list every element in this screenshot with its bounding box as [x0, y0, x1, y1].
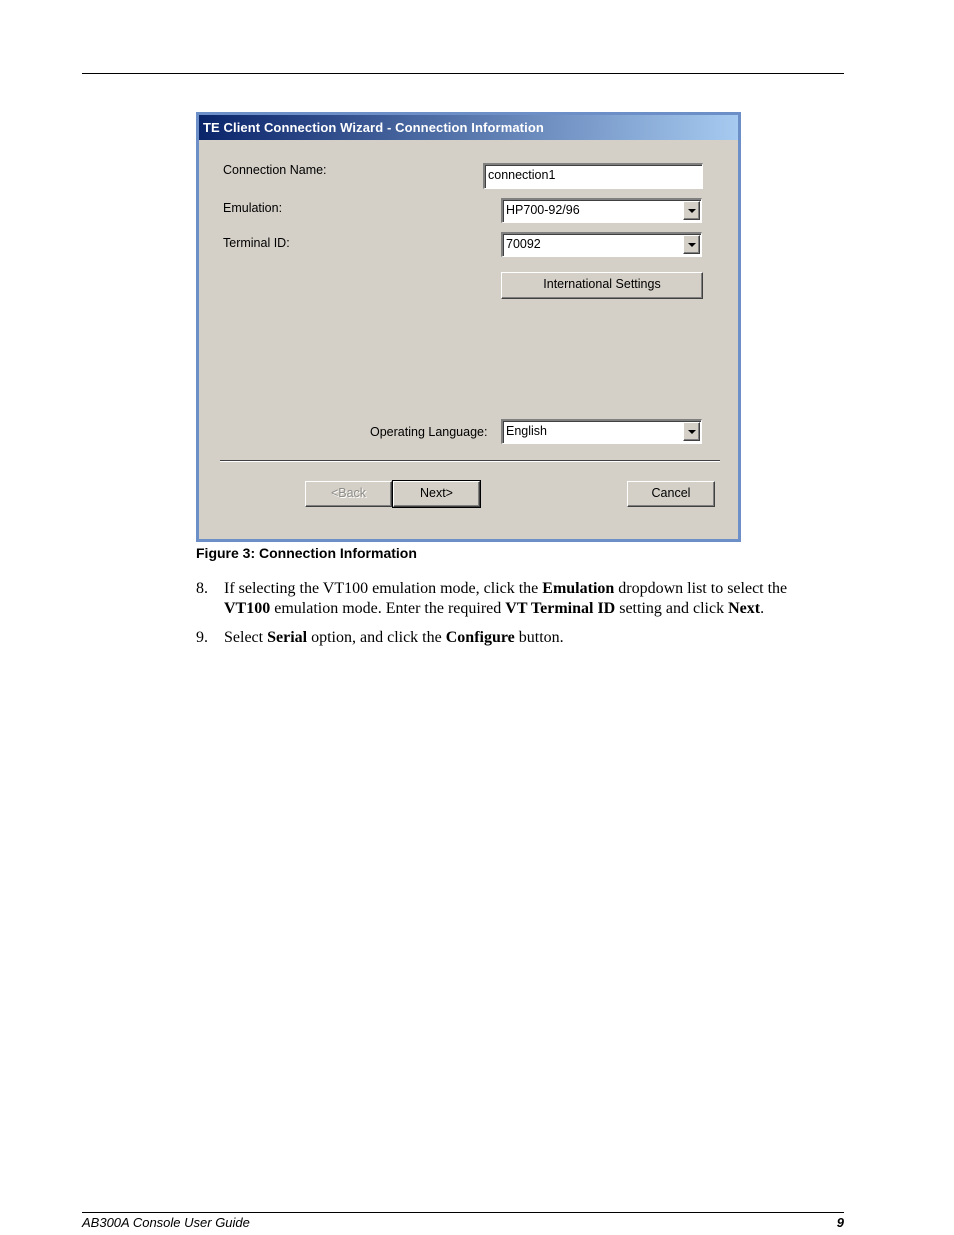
- step-text: [224, 628, 834, 648]
- chevron-down-icon[interactable]: [683, 201, 700, 220]
- international-settings-button[interactable]: International Settings: [501, 272, 703, 299]
- next-button[interactable]: Next>: [393, 481, 480, 507]
- connection-name-input[interactable]: connection1: [483, 163, 703, 189]
- operating-language-label: Operating Language:: [370, 425, 488, 439]
- emulation-value: HP700-92/96: [506, 203, 580, 217]
- step-text-part: setting and click: [615, 600, 729, 617]
- page-number: 9: [836, 1215, 844, 1230]
- terminal-id-value: 70092: [506, 237, 541, 251]
- step-text-part: Select: [224, 629, 268, 646]
- operating-language-select[interactable]: [501, 419, 702, 444]
- cancel-button[interactable]: Cancel: [627, 481, 715, 507]
- connection-wizard-dialog: [196, 112, 741, 542]
- step-text-part: dropdown list to select the: [614, 580, 788, 597]
- emulation-select[interactable]: [501, 198, 702, 223]
- back-button[interactable]: <Back: [305, 481, 392, 507]
- header-rule: [82, 73, 844, 74]
- step-text-part: If selecting the VT100 emulation mode, click the: [224, 580, 543, 597]
- step-text: [224, 579, 834, 619]
- chevron-down-icon[interactable]: [683, 422, 700, 441]
- step-text-bold: VT100: [224, 600, 271, 617]
- step-text-part: emulation mode. Enter the required: [270, 600, 506, 617]
- step-text-bold: Emulation: [542, 580, 615, 597]
- footer-rule: [82, 1212, 844, 1213]
- step-text-part: option, and click the: [307, 629, 446, 646]
- footer-title: AB300A Console User Guide: [82, 1215, 250, 1230]
- step-text-bold: Serial: [267, 629, 308, 646]
- dialog-title: TE Client Connection Wizard - Connection Information: [199, 115, 738, 140]
- connection-name-label: Connection Name:: [223, 163, 327, 177]
- step-text-part: button.: [514, 629, 564, 646]
- terminal-id-select[interactable]: [501, 232, 702, 257]
- step-text-bold: VT Terminal ID: [505, 600, 616, 617]
- emulation-label: Emulation:: [223, 201, 283, 215]
- step-number: 8.: [196, 580, 208, 597]
- figure-caption: Figure 3: Connection Information: [196, 545, 417, 561]
- step-text-part: .: [760, 600, 765, 617]
- dialog-separator: [220, 460, 720, 462]
- step-text-bold: Next: [728, 600, 761, 617]
- chevron-down-icon[interactable]: [683, 235, 700, 254]
- step-number: 9.: [196, 629, 208, 646]
- operating-language-value: English: [506, 424, 547, 438]
- terminal-id-label: Terminal ID:: [223, 236, 290, 250]
- step-text-bold: Configure: [445, 629, 515, 646]
